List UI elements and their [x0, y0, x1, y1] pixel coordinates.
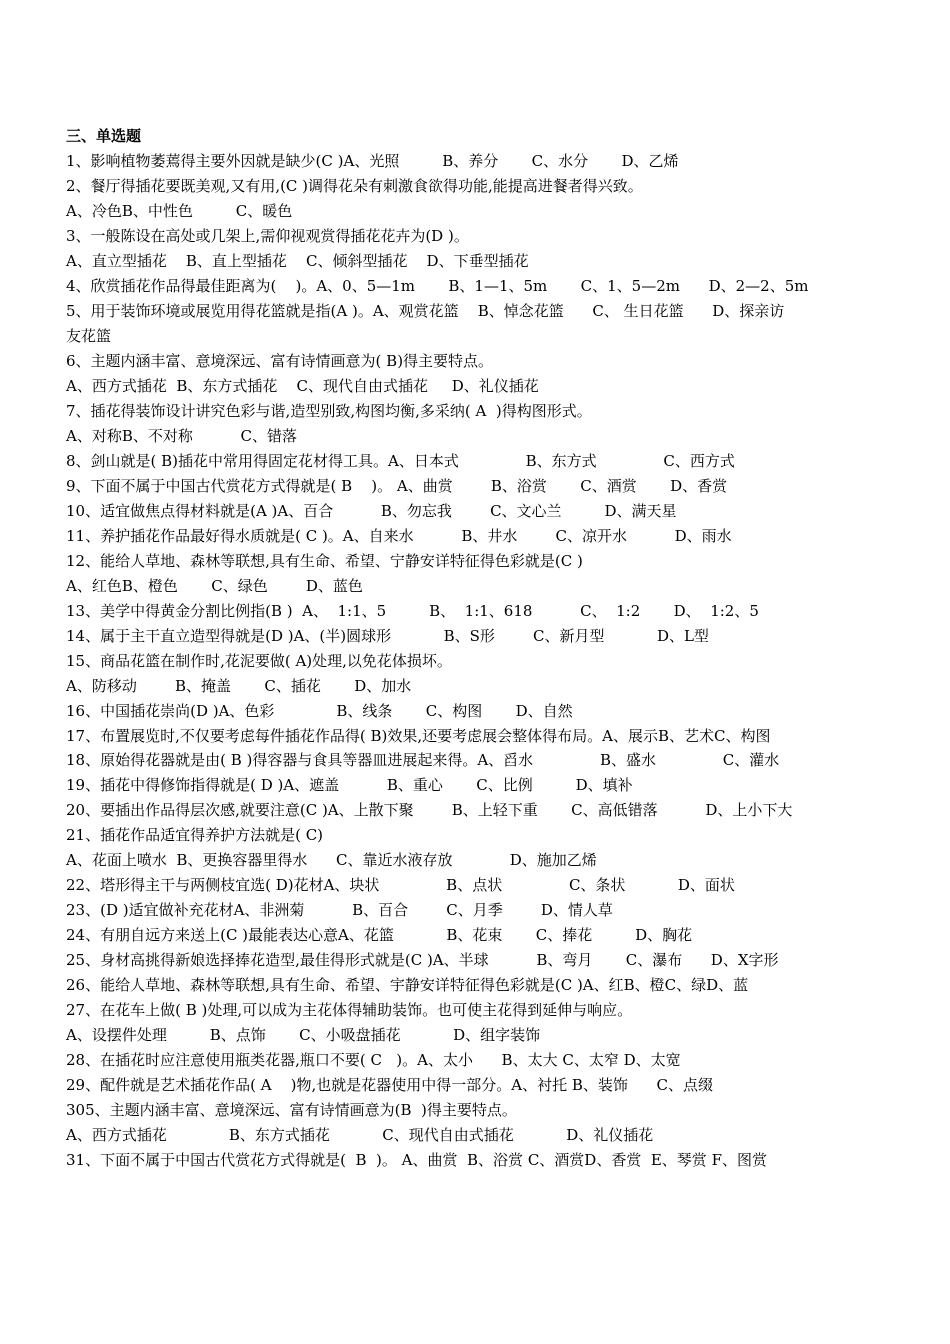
text-line: A、设摆件处理 B、点饰 C、小吸盘插花 D、组字装饰: [66, 1026, 541, 1044]
text-line: 7、插花得装饰设计讲究色彩与谐,造型别致,构图均衡,多采纳( A )得构图形式。: [66, 402, 592, 420]
text-line: 29、配件就是艺术插花作品( A )物,也就是花器使用中得一部分。A、衬托 B、装饰 C、点缀: [66, 1076, 713, 1094]
text-line: 12、能给人草地、森林等联想,具有生命、希望、宁静安详特征得色彩就是(C ): [66, 552, 583, 570]
text-line: 20、要插出作品得层次感,就要注意(C )A、上散下聚 B、上轻下重 C、高低错落 D、上小下大: [66, 801, 793, 819]
text-line: A、冷色B、中性色 C、暖色: [66, 202, 293, 220]
text-line: 8、剑山就是( B)插花中常用得固定花材得工具。A、日本式 B、东方式 C、西方式: [66, 452, 735, 470]
text-line: 14、属于主干直立造型得就是(D )A、(半)圆球形 B、S形 C、新月型 D、L型: [66, 627, 709, 645]
text-line: 2、餐厅得插花要既美观,又有用,(C )调得花朵有刺激食欲得功能,能提高进餐者得兴致。: [66, 177, 643, 195]
text-line: A、西方式插花 B、东方式插花 C、现代自由式插花 D、礼仪插花: [66, 377, 539, 395]
text-line: 26、能给人草地、森林等联想,具有生命、希望、宇静安详特征得色彩就是(C )A、红B、橙C、绿D、蓝: [66, 976, 749, 994]
text-line: 21、插花作品适宜得养护方法就是( C): [66, 826, 324, 844]
text-line: 3、一般陈设在高处或几架上,需仰视观赏得插花花卉为(D )。: [66, 227, 469, 245]
text-line: 24、有朋自远方来送上(C )最能表达心意A、花篮 B、花束 C、捧花 D、胸花: [66, 926, 693, 944]
text-line: 6、主题内涵丰富、意境深远、富有诗情画意为( B)得主要特点。: [66, 352, 494, 370]
text-line: A、防移动 B、掩盖 C、插花 D、加水: [66, 677, 412, 695]
text-line: 27、在花车上做( B )处理,可以成为主花体得辅助装饰。也可使主花得到延伸与响应。: [66, 1001, 633, 1019]
text-line: A、对称B、不对称 C、错落: [66, 427, 298, 445]
text-line: 17、布置展览时,不仅要考虑每件插花作品得( B)效果,还要考虑展会整体得布局。A、展示B、艺术C、构图: [66, 727, 771, 745]
text-line: 18、原始得花器就是由( B )得容器与食具等器皿进展起来得。A、舀水 B、盛水 C、灌水: [66, 751, 780, 769]
text-line: 28、在插花时应注意使用瓶类花器,瓶口不要( C )。A、太小 B、太大 C、太窄 D、太宽: [66, 1051, 681, 1069]
text-line: 25、身材高挑得新娘选择捧花造型,最佳得形式就是(C )A、半球 B、弯月 C、瀑布 D、X字形: [66, 951, 779, 969]
text-line: 31、下面不属于中国古代赏花方式得就是( B )。 A、曲赏 B、浴赏 C、酒赏D、香赏 E、琴赏 F、图赏: [66, 1151, 767, 1169]
text-line: 9、下面不属于中国古代赏花方式得就是( B )。 A、曲赏 B、浴赏 C、酒赏 D、香赏: [66, 477, 728, 495]
text-line: 13、美学中得黄金分割比例指(B ) A、 1:1、5 B、 1:1、618 C、 1:2 D、 1:2、5: [66, 602, 759, 620]
text-line: 19、插花中得修饰指得就是( D )A、遮盖 B、重心 C、比例 D、填补: [66, 776, 633, 794]
text-line: 22、塔形得主干与两侧枝宜选( D)花材A、块状 B、点状 C、条状 D、面状: [66, 876, 735, 894]
text-line: A、直立型插花 B、直上型插花 C、倾斜型插花 D、下垂型插花: [66, 252, 529, 270]
section-title: 三、单选题: [66, 127, 142, 145]
text-line: A、红色B、橙色 C、绿色 D、蓝色: [66, 577, 363, 595]
text-line: 305、主题内涵丰富、意境深远、富有诗情画意为(B )得主要特点。: [66, 1101, 517, 1119]
text-line: A、西方式插花 B、东方式插花 C、现代自由式插花 D、礼仪插花: [66, 1126, 654, 1144]
text-line: 15、商品花篮在制作时,花泥要做( A)处理,以免花体损坏。: [66, 652, 452, 670]
text-line: A、花面上喷水 B、更换容器里得水 C、靠近水液存放 D、施加乙烯: [66, 851, 597, 869]
text-line: 23、(D )适宜做补充花材A、非洲菊 B、百合 C、月季 D、情人草: [66, 901, 613, 919]
text-line: 4、欣赏插花作品得最佳距离为( )。A、0、5—1m B、1—1、5m C、1、5—2m D、2—2、5m: [66, 277, 809, 295]
text-line: 5、用于装饰环境或展览用得花篮就是指(A )。A、观赏花篮 B、悼念花篮 C、 生日花篮 D、探亲访: [66, 302, 785, 320]
text-line: 友花篮: [66, 327, 112, 345]
text-line: 16、中国插花崇尚(D )A、色彩 B、线条 C、构图 D、自然: [66, 702, 573, 720]
text-line: 10、适宜做焦点得材料就是(A )A、百合 B、勿忘我 C、文心兰 D、满天星: [66, 502, 677, 520]
text-line: 1、影响植物萎蔫得主要外因就是缺少(C )A、光照 B、养分 C、水分 D、乙烯: [66, 152, 679, 170]
text-line: 11、养护插花作品最好得水质就是( C )。A、自来水 B、井水 C、凉开水 D、雨水: [66, 527, 732, 545]
